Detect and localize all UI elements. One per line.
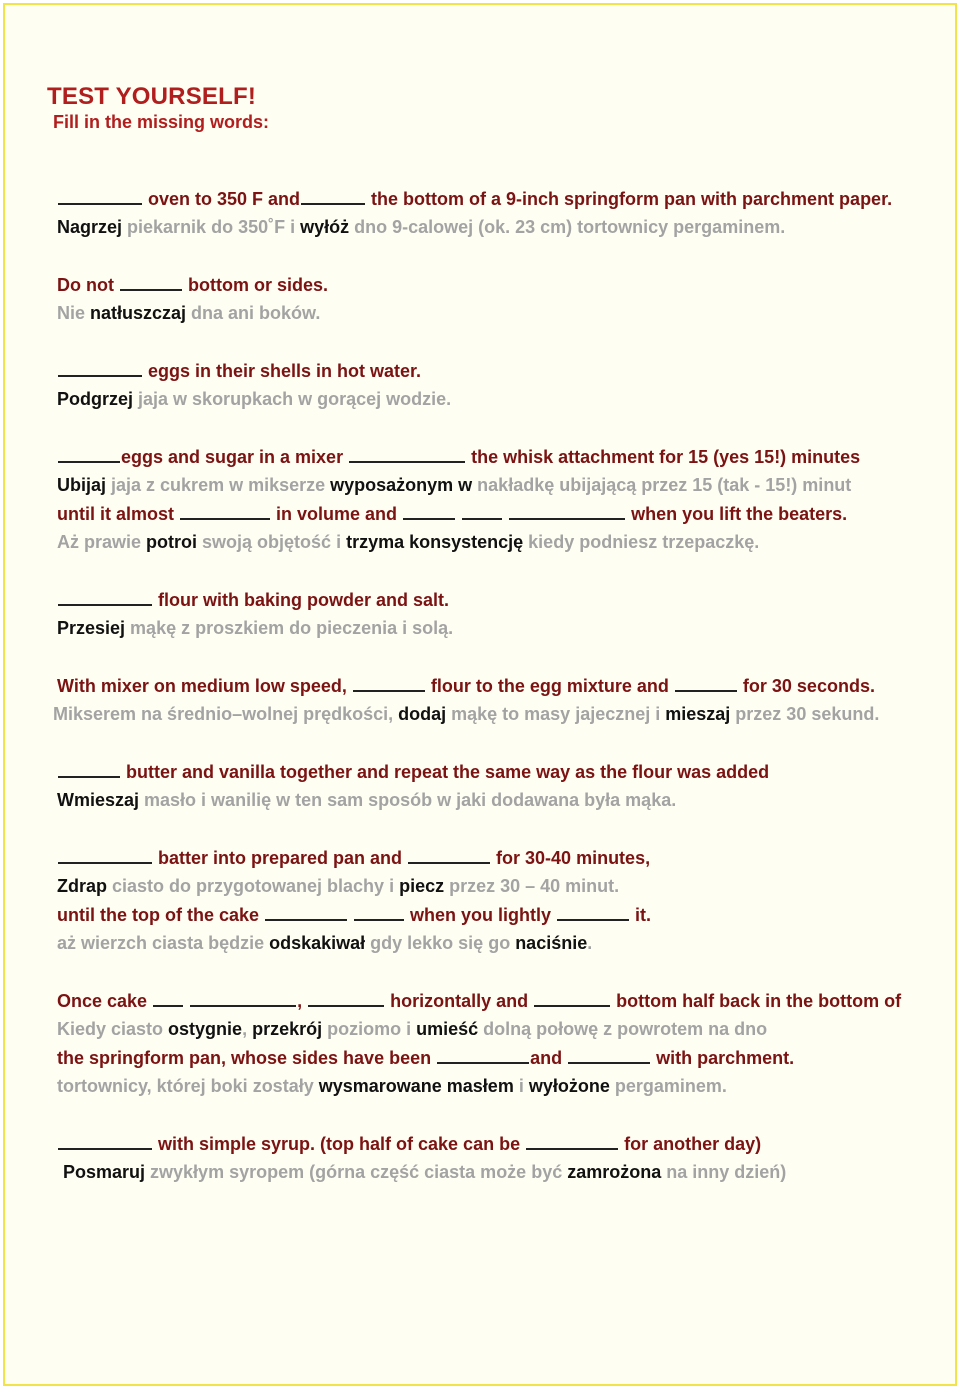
answer-blank[interactable] xyxy=(58,603,152,606)
answer-blank[interactable] xyxy=(349,460,465,463)
line-text: Do not xyxy=(57,275,119,295)
key-word: umieść xyxy=(416,1019,479,1039)
line-text: it. xyxy=(630,905,652,925)
line-text: Kiedy ciasto xyxy=(57,1019,169,1039)
line-text: flour to the egg mixture and xyxy=(425,676,674,696)
answer-blank[interactable] xyxy=(675,689,737,692)
key-word: mieszaj xyxy=(665,704,731,724)
key-word: trzyma konsystencję xyxy=(346,532,524,552)
line-text: piekarnik do 350˚F i xyxy=(122,217,301,237)
translation-line-4 xyxy=(57,474,851,496)
translation-line-8 xyxy=(57,789,676,811)
answer-blank[interactable] xyxy=(120,288,182,291)
line-text: jaja w skorupkach w gorącej wodzie. xyxy=(133,389,452,409)
translation-line-5 xyxy=(57,531,759,553)
key-word: wyłóż xyxy=(300,217,350,237)
line-text: przez 30 sekund. xyxy=(730,704,880,724)
line-text: , xyxy=(242,1019,253,1039)
line-text: Aż prawie xyxy=(57,532,147,552)
key-word: Posmaruj xyxy=(63,1162,146,1182)
line-text: przez 30 – 40 minut. xyxy=(444,876,620,896)
page-title: TEST YOURSELF! xyxy=(47,83,257,110)
key-word: odskakiwał xyxy=(269,933,366,953)
exercise-line-1 xyxy=(57,188,892,210)
exercise-line-3 xyxy=(57,360,421,382)
line-text: when you lightly xyxy=(405,905,557,925)
translation-line-9 xyxy=(57,875,619,897)
line-text: i xyxy=(513,1076,529,1096)
answer-blank[interactable] xyxy=(509,517,625,520)
answer-blank[interactable] xyxy=(403,517,455,520)
answer-blank[interactable] xyxy=(58,460,120,463)
exercise-line-4 xyxy=(57,446,860,468)
answer-blank[interactable] xyxy=(58,775,120,778)
line-text: jaja z cukrem w mikserze xyxy=(106,475,331,495)
exercise-line-10 xyxy=(57,904,651,926)
answer-blank[interactable] xyxy=(437,1061,529,1064)
translation-line-1 xyxy=(57,216,785,238)
key-word: potroi xyxy=(146,532,198,552)
exercise-line-2 xyxy=(57,274,328,296)
line-text: until the top of the cake xyxy=(57,905,265,925)
exercise-line-7 xyxy=(57,675,875,697)
line-text: until it almost xyxy=(57,504,180,524)
key-word: Zdrap xyxy=(57,876,108,896)
answer-blank[interactable] xyxy=(58,1147,152,1150)
line-text: and xyxy=(530,1048,568,1068)
answer-blank[interactable] xyxy=(265,918,347,921)
line-text: , xyxy=(297,991,303,1011)
line-text: Once cake xyxy=(57,991,153,1011)
exercise-line-5 xyxy=(57,503,847,525)
answer-blank[interactable] xyxy=(190,1004,296,1007)
line-text: bottom half back in the bottom of xyxy=(611,991,902,1011)
line-text: dna ani boków. xyxy=(186,303,321,323)
line-text: the bottom of a 9-inch springform pan with parchment paper. xyxy=(366,189,893,209)
line-text: eggs and sugar in a mixer xyxy=(121,447,349,467)
key-word: Przesiej xyxy=(57,618,126,638)
translation-line-3 xyxy=(57,388,451,410)
exercise-line-6 xyxy=(57,589,449,611)
line-text: with simple syrup. (top half of cake can be xyxy=(153,1134,526,1154)
translation-line-11 xyxy=(57,1018,767,1040)
key-word: przekrój xyxy=(252,1019,323,1039)
answer-blank[interactable] xyxy=(557,918,629,921)
line-text: bottom or sides. xyxy=(182,275,328,295)
exercise-line-8 xyxy=(57,761,769,783)
key-word: wyłożone xyxy=(528,1076,610,1096)
line-text: nakładkę ubijającą przez 15 (tak - 15!) minut xyxy=(472,475,852,495)
line-text: butter and vanilla together and repeat the same way as the flour was added xyxy=(121,762,770,782)
key-word: natłuszczaj xyxy=(90,303,187,323)
line-text: swoją objętość i xyxy=(197,532,347,552)
translation-line-12 xyxy=(57,1075,727,1097)
key-word: zamrożona xyxy=(567,1162,662,1182)
line-text: eggs in their shells in hot water. xyxy=(143,361,422,381)
key-word: naciśnie xyxy=(515,933,588,953)
line-text: masło i wanilię w ten sam sposób w jaki dodawana była mąka. xyxy=(139,790,677,810)
line-text: flour with baking powder and salt. xyxy=(153,590,450,610)
line-text: zwykłym syropem (górna część ciasta może być xyxy=(145,1162,568,1182)
line-text: tortownicy, której boki zostały xyxy=(57,1076,319,1096)
exercise-line-13 xyxy=(57,1133,761,1155)
line-text: . xyxy=(587,933,593,953)
line-text: in volume and xyxy=(271,504,403,524)
line-text: for 30-40 minutes, xyxy=(491,848,651,868)
key-word: dodaj xyxy=(398,704,447,724)
answer-blank[interactable] xyxy=(353,689,425,692)
line-text: na inny dzień) xyxy=(661,1162,787,1182)
line-text: for 30 seconds. xyxy=(737,676,875,696)
answer-blank[interactable] xyxy=(462,517,502,520)
key-word: wysmarowane masłem xyxy=(318,1076,514,1096)
answer-blank[interactable] xyxy=(534,1004,610,1007)
translation-line-13 xyxy=(63,1161,786,1183)
key-word: Wmieszaj xyxy=(57,790,140,810)
answer-blank[interactable] xyxy=(301,202,365,205)
line-text: mąkę z proszkiem do pieczenia i solą. xyxy=(125,618,454,638)
key-word: piecz xyxy=(399,876,445,896)
line-text: with parchment. xyxy=(651,1048,795,1068)
exercise-line-11 xyxy=(57,990,901,1012)
key-word: Ubijaj xyxy=(57,475,107,495)
line-text: With mixer on medium low speed, xyxy=(57,676,352,696)
worksheet-page xyxy=(3,3,957,1386)
line-text: the whisk attachment for 15 (yes 15!) minutes xyxy=(466,447,861,467)
line-text: horizontally and xyxy=(385,991,534,1011)
line-text: pergaminem. xyxy=(609,1076,727,1096)
answer-blank[interactable] xyxy=(58,374,142,377)
line-text: dno 9-calowej (ok. 23 cm) tortownicy pergaminem. xyxy=(349,217,786,237)
line-text: mąkę to masy jajecznej i xyxy=(446,704,666,724)
line-text: aż wierzch ciasta będzie xyxy=(57,933,270,953)
answer-blank[interactable] xyxy=(58,202,142,205)
line-text: Nie xyxy=(57,303,91,323)
line-text: kiedy podniesz trzepaczkę. xyxy=(523,532,760,552)
exercise-line-9 xyxy=(57,847,650,869)
answer-blank[interactable] xyxy=(58,861,152,864)
line-text: Mikserem na średnio–wolnej prędkości, xyxy=(53,704,399,724)
answer-blank[interactable] xyxy=(526,1147,618,1150)
translation-line-2 xyxy=(57,302,320,324)
key-word: Podgrzej xyxy=(57,389,134,409)
key-word: Nagrzej xyxy=(57,217,123,237)
exercise-line-12 xyxy=(57,1047,794,1069)
line-text: when you lift the beaters. xyxy=(626,504,848,524)
line-text: the springform pan, whose sides have been xyxy=(57,1048,437,1068)
line-text: ciasto do przygotowanej blachy i xyxy=(107,876,400,896)
answer-blank[interactable] xyxy=(568,1061,650,1064)
translation-line-7 xyxy=(53,703,879,725)
line-text: oven to 350 F and xyxy=(143,189,301,209)
answer-blank[interactable] xyxy=(354,918,404,921)
instructions: Fill in the missing words: xyxy=(53,112,270,132)
answer-blank[interactable] xyxy=(180,517,270,520)
answer-blank[interactable] xyxy=(308,1004,384,1007)
line-text: gdy lekko się go xyxy=(365,933,516,953)
translation-line-6 xyxy=(57,617,453,639)
answer-blank[interactable] xyxy=(408,861,490,864)
line-text: dolną połowę z powrotem na dno xyxy=(478,1019,768,1039)
key-word: wyposażonym w xyxy=(330,475,473,495)
line-text: batter into prepared pan and xyxy=(153,848,408,868)
line-text: poziomo i xyxy=(322,1019,417,1039)
key-word: ostygnie xyxy=(168,1019,243,1039)
answer-blank[interactable] xyxy=(153,1004,183,1007)
line-text: for another day) xyxy=(619,1134,762,1154)
translation-line-10 xyxy=(57,932,592,954)
